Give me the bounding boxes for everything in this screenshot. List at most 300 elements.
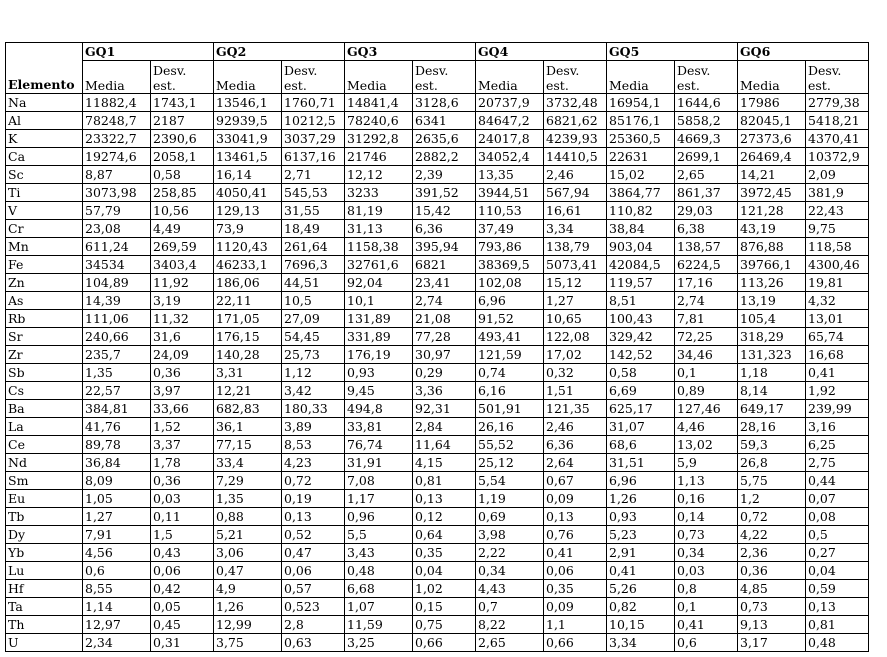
media-cell: 140,28 <box>214 346 282 364</box>
desv-cell: 138,57 <box>675 238 738 256</box>
desv-cell: 127,46 <box>675 400 738 418</box>
desv-cell: 1760,71 <box>282 94 345 112</box>
media-cell: 3073,98 <box>83 184 151 202</box>
media-cell: 8,14 <box>738 382 806 400</box>
desv-cell: 0,64 <box>413 526 476 544</box>
element-cell: Lu <box>6 562 83 580</box>
media-cell: 104,89 <box>83 274 151 292</box>
table-header <box>6 43 869 94</box>
desv-cell: 0,06 <box>151 562 214 580</box>
desv-cell: 6,36 <box>544 436 607 454</box>
group-header-gq1: GQ1 <box>83 43 214 61</box>
desv-cell: 0,45 <box>151 616 214 634</box>
desv-cell: 0,04 <box>413 562 476 580</box>
media-cell: 24017,8 <box>476 130 544 148</box>
media-cell: 39766,1 <box>738 256 806 274</box>
element-cell: Sc <box>6 166 83 184</box>
desv-cell: 239,99 <box>806 400 869 418</box>
desv-cell: 0,66 <box>544 634 607 652</box>
desv-cell: 261,64 <box>282 238 345 256</box>
desv-cell: 1,51 <box>544 382 607 400</box>
media-cell: 23,08 <box>83 220 151 238</box>
desv-cell: 31,55 <box>282 202 345 220</box>
media-cell: 11,59 <box>345 616 413 634</box>
desv-cell: 1,02 <box>413 580 476 598</box>
desv-header-line2: est. <box>153 78 176 93</box>
media-cell: 142,52 <box>607 346 675 364</box>
table-row <box>6 544 869 562</box>
media-cell: 12,97 <box>83 616 151 634</box>
element-cell: Ba <box>6 400 83 418</box>
desv-cell: 22,43 <box>806 202 869 220</box>
media-cell: 36,1 <box>214 418 282 436</box>
desv-cell: 3128,6 <box>413 94 476 112</box>
media-cell: 113,26 <box>738 274 806 292</box>
desv-cell: 2882,2 <box>413 148 476 166</box>
media-header: Media <box>476 61 544 94</box>
desv-cell: 0,42 <box>151 580 214 598</box>
desv-cell: 2779,38 <box>806 94 869 112</box>
media-cell: 1,18 <box>738 364 806 382</box>
desv-cell: 17,16 <box>675 274 738 292</box>
media-cell: 331,89 <box>345 328 413 346</box>
media-cell: 0,82 <box>607 598 675 616</box>
desv-header-line1: Desv. <box>546 63 580 78</box>
media-cell: 235,7 <box>83 346 151 364</box>
desv-cell: 3,36 <box>413 382 476 400</box>
media-cell: 5,21 <box>214 526 282 544</box>
desv-cell: 5,9 <box>675 454 738 472</box>
desv-cell: 0,75 <box>413 616 476 634</box>
desv-cell: 122,08 <box>544 328 607 346</box>
media-cell: 8,09 <box>83 472 151 490</box>
desv-cell: 0,04 <box>806 562 869 580</box>
media-cell: 13,19 <box>738 292 806 310</box>
desv-cell: 0,14 <box>675 508 738 526</box>
desv-cell: 5858,2 <box>675 112 738 130</box>
media-cell: 13461,5 <box>214 148 282 166</box>
desv-cell: 0,09 <box>544 598 607 616</box>
element-cell: Sb <box>6 364 83 382</box>
media-cell: 34052,4 <box>476 148 544 166</box>
desv-cell: 2,46 <box>544 418 607 436</box>
media-cell: 10,15 <box>607 616 675 634</box>
media-cell: 1,26 <box>607 490 675 508</box>
media-cell: 91,52 <box>476 310 544 328</box>
media-cell: 5,54 <box>476 472 544 490</box>
desv-cell: 1,5 <box>151 526 214 544</box>
media-cell: 129,13 <box>214 202 282 220</box>
desv-cell: 54,45 <box>282 328 345 346</box>
desv-cell: 3,42 <box>282 382 345 400</box>
desv-cell: 7,81 <box>675 310 738 328</box>
element-column-header: Elemento <box>6 43 83 94</box>
desv-cell: 10372,9 <box>806 148 869 166</box>
group-header-gq4: GQ4 <box>476 43 607 61</box>
table-row <box>6 490 869 508</box>
desv-cell: 0,36 <box>151 472 214 490</box>
media-cell: 15,02 <box>607 166 675 184</box>
media-cell: 22631 <box>607 148 675 166</box>
media-cell: 4050,41 <box>214 184 282 202</box>
element-cell: Zr <box>6 346 83 364</box>
media-cell: 43,19 <box>738 220 806 238</box>
media-cell: 3,98 <box>476 526 544 544</box>
element-cell: Sm <box>6 472 83 490</box>
media-cell: 8,51 <box>607 292 675 310</box>
desv-cell: 1,1 <box>544 616 607 634</box>
media-cell: 0,93 <box>345 364 413 382</box>
media-cell: 5,23 <box>607 526 675 544</box>
media-cell: 611,24 <box>83 238 151 256</box>
media-cell: 501,91 <box>476 400 544 418</box>
desv-cell: 0,05 <box>151 598 214 616</box>
desv-cell: 0,81 <box>413 472 476 490</box>
media-cell: 78240,6 <box>345 112 413 130</box>
desv-cell: 4,15 <box>413 454 476 472</box>
media-cell: 73,9 <box>214 220 282 238</box>
desv-cell: 0,8 <box>675 580 738 598</box>
desv-cell: 31,6 <box>151 328 214 346</box>
desv-cell: 0,1 <box>675 364 738 382</box>
element-cell: Dy <box>6 526 83 544</box>
media-cell: 0,6 <box>83 562 151 580</box>
desv-cell: 6821 <box>413 256 476 274</box>
media-cell: 1,19 <box>476 490 544 508</box>
media-cell: 0,72 <box>738 508 806 526</box>
desv-header-line2: est. <box>415 78 438 93</box>
desv-cell: 13,01 <box>806 310 869 328</box>
desv-cell: 29,03 <box>675 202 738 220</box>
media-cell: 77,15 <box>214 436 282 454</box>
desv-cell: 7696,3 <box>282 256 345 274</box>
media-cell: 82045,1 <box>738 112 806 130</box>
desv-cell: 17,02 <box>544 346 607 364</box>
media-cell: 0,34 <box>476 562 544 580</box>
media-cell: 493,41 <box>476 328 544 346</box>
media-cell: 10,1 <box>345 292 413 310</box>
desv-cell: 1644,6 <box>675 94 738 112</box>
table-row <box>6 310 869 328</box>
desv-cell: 0,35 <box>544 580 607 598</box>
media-cell: 9,45 <box>345 382 413 400</box>
media-cell: 3,17 <box>738 634 806 652</box>
element-cell: Nd <box>6 454 83 472</box>
desv-cell: 0,29 <box>413 364 476 382</box>
desv-cell: 0,34 <box>675 544 738 562</box>
media-cell: 3,06 <box>214 544 282 562</box>
media-cell: 176,19 <box>345 346 413 364</box>
desv-cell: 3,16 <box>806 418 869 436</box>
media-cell: 1,17 <box>345 490 413 508</box>
element-cell: U <box>6 634 83 652</box>
table-row <box>6 526 869 544</box>
media-cell: 28,16 <box>738 418 806 436</box>
desv-cell: 0,1 <box>675 598 738 616</box>
desv-header-line2: est. <box>546 78 569 93</box>
desv-est-header <box>151 61 214 94</box>
element-cell: As <box>6 292 83 310</box>
media-cell: 1,35 <box>214 490 282 508</box>
desv-cell: 0,32 <box>544 364 607 382</box>
media-cell: 41,76 <box>83 418 151 436</box>
desv-cell: 72,25 <box>675 328 738 346</box>
group-header-gq3: GQ3 <box>345 43 476 61</box>
desv-cell: 0,27 <box>806 544 869 562</box>
desv-cell: 0,48 <box>806 634 869 652</box>
desv-cell: 0,35 <box>413 544 476 562</box>
table-row <box>6 166 869 184</box>
element-cell: Ca <box>6 148 83 166</box>
media-cell: 3,31 <box>214 364 282 382</box>
media-cell: 102,08 <box>476 274 544 292</box>
table-row <box>6 292 869 310</box>
media-cell: 3,75 <box>214 634 282 652</box>
desv-header-line2: est. <box>808 78 831 93</box>
desv-cell: 21,08 <box>413 310 476 328</box>
media-cell: 36,84 <box>83 454 151 472</box>
media-cell: 1,26 <box>214 598 282 616</box>
desv-cell: 180,33 <box>282 400 345 418</box>
desv-cell: 0,81 <box>806 616 869 634</box>
desv-cell: 6,25 <box>806 436 869 454</box>
desv-cell: 3,89 <box>282 418 345 436</box>
media-cell: 21746 <box>345 148 413 166</box>
desv-cell: 3,97 <box>151 382 214 400</box>
desv-cell: 24,09 <box>151 346 214 364</box>
table-row <box>6 148 869 166</box>
media-cell: 26469,4 <box>738 148 806 166</box>
desv-cell: 118,58 <box>806 238 869 256</box>
media-cell: 6,96 <box>607 472 675 490</box>
media-cell: 0,88 <box>214 508 282 526</box>
media-cell: 31,07 <box>607 418 675 436</box>
element-cell: V <box>6 202 83 220</box>
desv-cell: 567,94 <box>544 184 607 202</box>
desv-cell: 0,06 <box>282 562 345 580</box>
desv-cell: 2699,1 <box>675 148 738 166</box>
desv-cell: 0,73 <box>675 526 738 544</box>
desv-cell: 11,32 <box>151 310 214 328</box>
media-cell: 119,57 <box>607 274 675 292</box>
element-cell: Ti <box>6 184 83 202</box>
media-cell: 171,05 <box>214 310 282 328</box>
media-cell: 14,21 <box>738 166 806 184</box>
desv-cell: 0,09 <box>544 490 607 508</box>
media-cell: 11882,4 <box>83 94 151 112</box>
media-cell: 2,65 <box>476 634 544 652</box>
desv-cell: 0,12 <box>413 508 476 526</box>
media-cell: 9,13 <box>738 616 806 634</box>
element-cell: Cs <box>6 382 83 400</box>
table-row <box>6 238 869 256</box>
desv-header-line1: Desv. <box>284 63 318 78</box>
media-cell: 0,74 <box>476 364 544 382</box>
element-cell: K <box>6 130 83 148</box>
desv-cell: 5073,41 <box>544 256 607 274</box>
desv-cell: 3732,48 <box>544 94 607 112</box>
media-cell: 59,3 <box>738 436 806 454</box>
group-header-gq2: GQ2 <box>214 43 345 61</box>
media-cell: 240,66 <box>83 328 151 346</box>
media-cell: 3,34 <box>607 634 675 652</box>
desv-cell: 395,94 <box>413 238 476 256</box>
media-cell: 8,87 <box>83 166 151 184</box>
desv-cell: 13,02 <box>675 436 738 454</box>
table-row <box>6 400 869 418</box>
media-cell: 37,49 <box>476 220 544 238</box>
desv-cell: 2,65 <box>675 166 738 184</box>
media-cell: 682,83 <box>214 400 282 418</box>
media-cell: 6,16 <box>476 382 544 400</box>
desv-cell: 0,67 <box>544 472 607 490</box>
desv-cell: 9,75 <box>806 220 869 238</box>
desv-cell: 6,38 <box>675 220 738 238</box>
desv-cell: 2187 <box>151 112 214 130</box>
media-cell: 27373,6 <box>738 130 806 148</box>
media-cell: 13,35 <box>476 166 544 184</box>
media-cell: 34534 <box>83 256 151 274</box>
desv-cell: 3403,4 <box>151 256 214 274</box>
desv-cell: 0,72 <box>282 472 345 490</box>
element-cell: Yb <box>6 544 83 562</box>
desv-cell: 0,11 <box>151 508 214 526</box>
table-row <box>6 112 869 130</box>
desv-header-line1: Desv. <box>677 63 711 78</box>
desv-cell: 0,58 <box>151 166 214 184</box>
media-cell: 876,88 <box>738 238 806 256</box>
media-cell: 68,6 <box>607 436 675 454</box>
media-cell: 7,08 <box>345 472 413 490</box>
media-cell: 31,91 <box>345 454 413 472</box>
media-cell: 17986 <box>738 94 806 112</box>
media-cell: 1,05 <box>83 490 151 508</box>
media-cell: 31,51 <box>607 454 675 472</box>
media-cell: 46233,1 <box>214 256 282 274</box>
desv-cell: 77,28 <box>413 328 476 346</box>
desv-cell: 0,41 <box>544 544 607 562</box>
table-row <box>6 364 869 382</box>
media-cell: 4,56 <box>83 544 151 562</box>
desv-cell: 0,13 <box>544 508 607 526</box>
media-cell: 78248,7 <box>83 112 151 130</box>
media-cell: 33041,9 <box>214 130 282 148</box>
desv-cell: 34,46 <box>675 346 738 364</box>
media-cell: 0,7 <box>476 598 544 616</box>
desv-header-line1: Desv. <box>808 63 842 78</box>
table-row <box>6 616 869 634</box>
media-cell: 0,41 <box>607 562 675 580</box>
table-row <box>6 220 869 238</box>
media-cell: 81,19 <box>345 202 413 220</box>
desv-cell: 33,66 <box>151 400 214 418</box>
media-cell: 13546,1 <box>214 94 282 112</box>
desv-est-header <box>544 61 607 94</box>
table-row <box>6 472 869 490</box>
media-header: Media <box>214 61 282 94</box>
element-cell: Mn <box>6 238 83 256</box>
media-cell: 20737,9 <box>476 94 544 112</box>
media-cell: 0,96 <box>345 508 413 526</box>
media-cell: 0,93 <box>607 508 675 526</box>
desv-est-header <box>675 61 738 94</box>
desv-cell: 14410,5 <box>544 148 607 166</box>
media-cell: 12,12 <box>345 166 413 184</box>
desv-cell: 2058,1 <box>151 148 214 166</box>
desv-cell: 2390,6 <box>151 130 214 148</box>
media-cell: 1,27 <box>83 508 151 526</box>
desv-cell: 65,74 <box>806 328 869 346</box>
media-cell: 121,28 <box>738 202 806 220</box>
desv-cell: 4370,41 <box>806 130 869 148</box>
desv-cell: 258,85 <box>151 184 214 202</box>
media-cell: 92939,5 <box>214 112 282 130</box>
media-cell: 3233 <box>345 184 413 202</box>
media-cell: 5,5 <box>345 526 413 544</box>
media-cell: 31292,8 <box>345 130 413 148</box>
media-cell: 1,2 <box>738 490 806 508</box>
desv-cell: 15,12 <box>544 274 607 292</box>
media-cell: 186,06 <box>214 274 282 292</box>
desv-cell: 1,12 <box>282 364 345 382</box>
table-row <box>6 274 869 292</box>
media-cell: 6,96 <box>476 292 544 310</box>
desv-cell: 0,44 <box>806 472 869 490</box>
media-cell: 3864,77 <box>607 184 675 202</box>
media-cell: 12,21 <box>214 382 282 400</box>
media-cell: 110,53 <box>476 202 544 220</box>
media-cell: 329,42 <box>607 328 675 346</box>
media-cell: 1,07 <box>345 598 413 616</box>
media-cell: 23322,7 <box>83 130 151 148</box>
desv-cell: 27,09 <box>282 310 345 328</box>
media-cell: 110,82 <box>607 202 675 220</box>
media-cell: 3944,51 <box>476 184 544 202</box>
media-cell: 3972,45 <box>738 184 806 202</box>
media-cell: 12,99 <box>214 616 282 634</box>
group-header-row <box>6 43 869 61</box>
media-cell: 1120,43 <box>214 238 282 256</box>
media-cell: 76,74 <box>345 436 413 454</box>
media-cell: 4,85 <box>738 580 806 598</box>
media-cell: 4,43 <box>476 580 544 598</box>
media-header: Media <box>345 61 413 94</box>
media-cell: 31,13 <box>345 220 413 238</box>
media-cell: 1158,38 <box>345 238 413 256</box>
desv-cell: 4,49 <box>151 220 214 238</box>
table-row <box>6 436 869 454</box>
table-row <box>6 256 869 274</box>
media-cell: 14,39 <box>83 292 151 310</box>
desv-cell: 0,08 <box>806 508 869 526</box>
desv-cell: 0,13 <box>806 598 869 616</box>
desv-cell: 2,71 <box>282 166 345 184</box>
desv-cell: 0,6 <box>675 634 738 652</box>
desv-cell: 2,46 <box>544 166 607 184</box>
media-cell: 111,06 <box>83 310 151 328</box>
desv-cell: 1,13 <box>675 472 738 490</box>
media-cell: 100,43 <box>607 310 675 328</box>
media-cell: 0,47 <box>214 562 282 580</box>
table-row <box>6 508 869 526</box>
media-cell: 793,86 <box>476 238 544 256</box>
desv-cell: 5418,21 <box>806 112 869 130</box>
desv-cell: 121,35 <box>544 400 607 418</box>
element-cell: Fe <box>6 256 83 274</box>
desv-cell: 11,92 <box>151 274 214 292</box>
media-cell: 8,22 <box>476 616 544 634</box>
table-row <box>6 184 869 202</box>
